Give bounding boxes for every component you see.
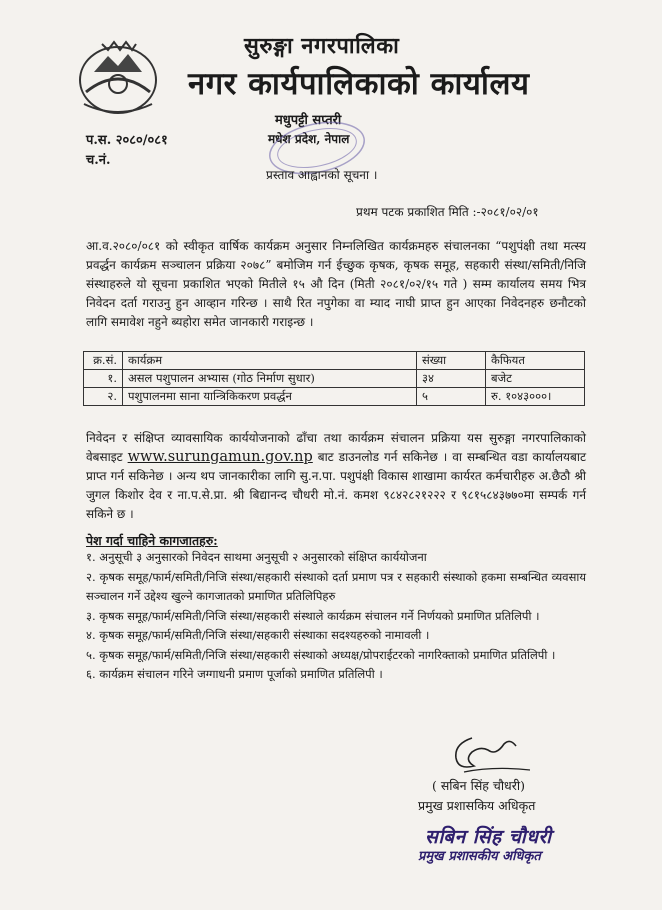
cell-remarks: रु. १०४३०००।	[486, 388, 585, 406]
government-emblem-icon	[72, 36, 164, 118]
header-sn: क्र.सं.	[84, 352, 123, 370]
list-item: ३. कृषक समूह/फार्म/समिती/निजि संस्था/सहकारी संस्थाले कार्यक्रम संचालन गर्ने निर्णयको प्रमाणित प्रतिलिपी ।	[86, 608, 540, 623]
office-name: नगर कार्यपालिकाको कार्यालय	[188, 66, 530, 102]
signatory-stamp-name: सबिन सिंह चौधरी	[425, 826, 552, 848]
dispatch-number: च.नं.	[86, 153, 111, 168]
address-line1: मधुपट्टी सप्तरी	[275, 113, 342, 128]
list-item: ५. कृषक समूह/फार्म/समिती/निजि संस्था/सहकारी संस्थाको अध्यक्ष/प्रोपराईटरको नागरिक्ताको प्रमाणित प्रतिलिपी ।	[86, 647, 556, 662]
list-item: २. कृषक समूह/फार्म/समिती/निजि संस्था/सहकारी संस्थाको दर्ता प्रमाण पत्र र सहकारी संस्थाको हकमा सम्बन्धित व्यवसाय सञ्चालन गर्ने उद्देश्य खुल्ने कागजातको प्रमाणित प्रतिलिपिहरु	[86, 569, 586, 603]
para2-text-before: निवेदन र संक्षिप्त व्यावसायिक कार्ययोजनाको ढाँचा तथा कार्यक्रम संचालन प्रक्रिया यस सुरुङ्गा नगरपालिकाको वेबसाइट	[86, 431, 586, 464]
header-quantity: संख्या	[417, 352, 486, 370]
cell-sn: २.	[84, 388, 123, 406]
table-row	[84, 370, 585, 388]
cell-quantity: ३४	[417, 370, 486, 388]
list-item: ४. कृषक समूह/फार्म/समिती/निजि संस्था/सहकारी संस्थाका सदश्यहरुको नामावली ।	[86, 628, 430, 642]
handwritten-signature-icon	[444, 730, 534, 778]
signatory-stamp-designation: प्रमुख प्रशासकीय अधिकृत	[418, 849, 541, 864]
program-table	[83, 351, 585, 406]
table-header-row	[84, 352, 585, 370]
cell-quantity: ५	[417, 388, 486, 406]
cell-remarks: बजेट	[486, 370, 585, 388]
download-info-paragraph	[86, 429, 586, 524]
signatory-name: ( सबिन सिंह चौधरी)	[432, 778, 525, 793]
address-line2: मधेश प्रदेश, नेपाल	[268, 132, 350, 146]
cell-sn: १.	[84, 370, 123, 388]
intro-paragraph: आ.व.२०८०/०८१ को स्वीकृत वार्षिक कार्यक्रम अनुसार निम्नलिखित कार्यक्रमहरु संचालनका “पशुपंक्षी तथा मत्स्य प्रवर्द्धन कार्यक्रम सञ्चालन प्रक्रिया २०७८” बमोजिम गर्न ईच्छुक कृषक, कृषक समूह, सहकारी संस्था/समिती/निजि संस्थाहरुले यो सूचना प्रकाशित भएको मितीले १५ औ दिन (मिती २०८१/०२/१५ गते ) सम्म कार्यालय समय भित्र निवेदन दर्ता गराउनु हुन आव्हान गरिन्छ । साथै रित नपुगेका वा म्याद नाघी प्राप्त हुन आएका निवेदनहरु छनौटको लागि समावेश नहुने ब्यहोरा समेत जानकारी गराइन्छ ।	[86, 239, 586, 329]
documents-heading: पेश गर्दा चाहिने कागजातहरु:	[86, 533, 218, 548]
municipality-name: सुरुङ्गा नगरपालिका	[244, 33, 400, 59]
website-link[interactable]: www.surungamun.gov.np	[127, 449, 313, 465]
reference-number: प.स. २०८०/०८१	[86, 133, 168, 148]
list-item: १. अनुसूची ३ अनुसारको निवेदन साथमा अनुसूची २ अनुसारको संक्षिप्त कार्ययोजना	[86, 550, 427, 564]
notice-subject: प्रस्ताव आह्वानको सूचना ।	[266, 168, 378, 182]
para2-text-after: बाट डाउनलोड गर्न सकिनेछ । वा सम्बन्धित वडा कार्यालयबाट प्राप्त गर्न सकिनेछ । अन्य थप जानकारीका लागि सु.न.पा. पशुपंक्षी विकास शाखामा कार्यरत कर्मचारीहरु अ.छैठौ श्री जुगल किशोर देव र ना.प.से.प्रा. श्री बिद्यानन्द चौधरी मो.नं. कमश ९८४२८२१२२२ र ९८१५८४३७७०मा सम्पर्क गर्न सकिने छ ।	[86, 450, 586, 521]
cell-program: असल पशुपालन अभ्यास (गोठ निर्माण सुधार)	[123, 370, 417, 388]
cell-program: पशुपालनमा साना यान्त्रिकिकरण प्रवर्द्धन	[123, 388, 417, 406]
header-program: कार्यक्रम	[123, 352, 417, 370]
list-item: ६. कार्यक्रम संचालन गरिने जग्गाधनी प्रमाण पूर्जाको प्रमाणित प्रतिलिपी ।	[86, 667, 383, 681]
header-remarks: कैफियत	[486, 352, 585, 370]
documents-list	[86, 548, 586, 685]
table-row	[84, 388, 585, 406]
signatory-designation: प्रमुख प्रशासकिय अधिकृत	[418, 798, 536, 813]
publication-date: प्रथम पटक प्रकाशित मिति :-२०८१/०२/०१	[356, 205, 539, 219]
